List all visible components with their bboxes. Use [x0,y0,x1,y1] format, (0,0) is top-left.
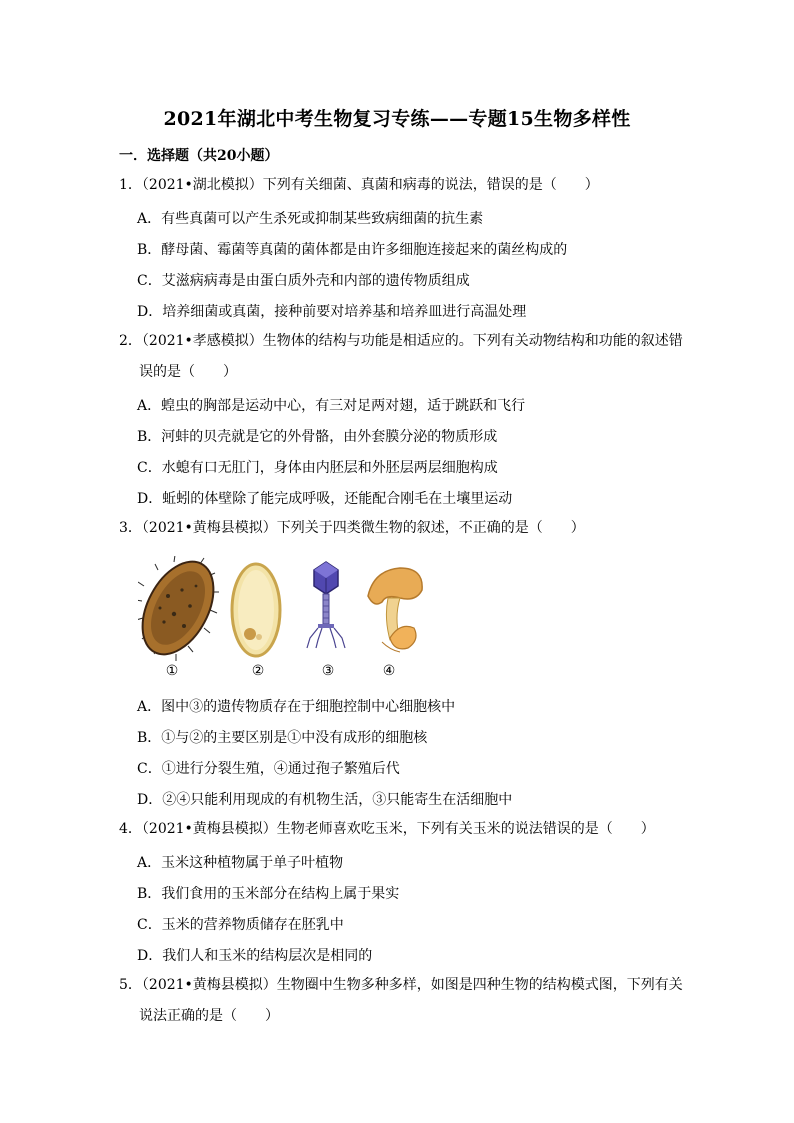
figure-label-4: ④ [382,663,396,679]
option-a: A．图中③的遗传物质存在于细胞控制中心细胞核中 [137,699,456,715]
mushroom-illustration [368,568,422,652]
option-b: B．我们食用的玉米部分在结构上属于果实 [137,886,400,902]
figure-label-1: ① [165,663,179,679]
option-b: B．河蚌的贝壳就是它的外骨骼，由外套膜分泌的物质形成 [137,429,498,445]
figure-label-3: ③ [321,663,335,679]
option-a: A．蝗虫的胸部是运动中心，有三对足两对翅，适于跳跃和飞行 [137,398,526,414]
option-c: C．玉米的营养物质储存在胚乳中 [137,917,344,933]
option-c: C．①进行分裂生殖，④通过孢子繁殖后代 [137,761,400,777]
question-stem: 4．（2021•黄梅县模拟）生物老师喜欢吃玉米，下列有关玉米的说法错误的是（ ） [119,821,655,837]
question-1 [119,170,679,201]
page-title: 2021年湖北中考生物复习专练——专题15生物多样性 [163,108,631,130]
question-stem: 1．（2021•湖北模拟）下列有关细菌、真菌和病毒的说法，错误的是（ ） [119,177,599,193]
bacteriophage-illustration [307,562,345,648]
option-c: C．艾滋病病毒是由蛋白质外壳和内部的遗传物质组成 [137,273,470,289]
option-a: A．有些真菌可以产生杀死或抑制某些致病细菌的抗生素 [137,211,484,227]
question-stem-continued: 说法正确的是（ ） [139,1008,279,1024]
question-3 [119,513,679,544]
option-b: B．①与②的主要区别是①中没有成形的细胞核 [137,730,428,746]
question-stem: 5．（2021•黄梅县模拟）生物圈中生物多种多样，如图是四种生物的结构模式图，下列有关 [119,977,683,993]
question-stem-continued: 误的是（ ） [139,364,237,380]
figure-label-2: ② [251,663,265,679]
question-2 [119,326,683,388]
option-d: D．培养细菌或真菌，接种前要对培养基和培养皿进行高温处理 [137,304,527,320]
option-c: C．水螅有口无肛门，身体由内胚层和外胚层两层细胞构成 [137,460,498,476]
question-5 [119,970,683,1032]
bacterium-illustration [138,556,228,666]
section-heading: 一．选择题（共20小题） [119,148,279,164]
option-d: D．蚯蚓的体壁除了能完成呼吸，还能配合刚毛在土壤里运动 [137,491,513,507]
question-4 [119,814,679,845]
option-d: D．②④只能利用现成的有机物生活，③只能寄生在活细胞中 [137,792,513,808]
question-stem: 3．（2021•黄梅县模拟）下列关于四类微生物的叙述，不正确的是（ ） [119,520,585,536]
option-b: B．酵母菌、霉菌等真菌的菌体都是由许多细胞连接起来的菌丝构成的 [137,242,568,258]
option-a: A．玉米这种植物属于单子叶植物 [137,855,344,871]
question-stem: 2．（2021•孝感模拟）生物体的结构与功能是相适应的。下列有关动物结构和功能的叙述错 [119,333,683,349]
option-d: D．我们人和玉米的结构层次是相同的 [137,948,373,964]
yeast-cell-illustration [232,564,280,656]
